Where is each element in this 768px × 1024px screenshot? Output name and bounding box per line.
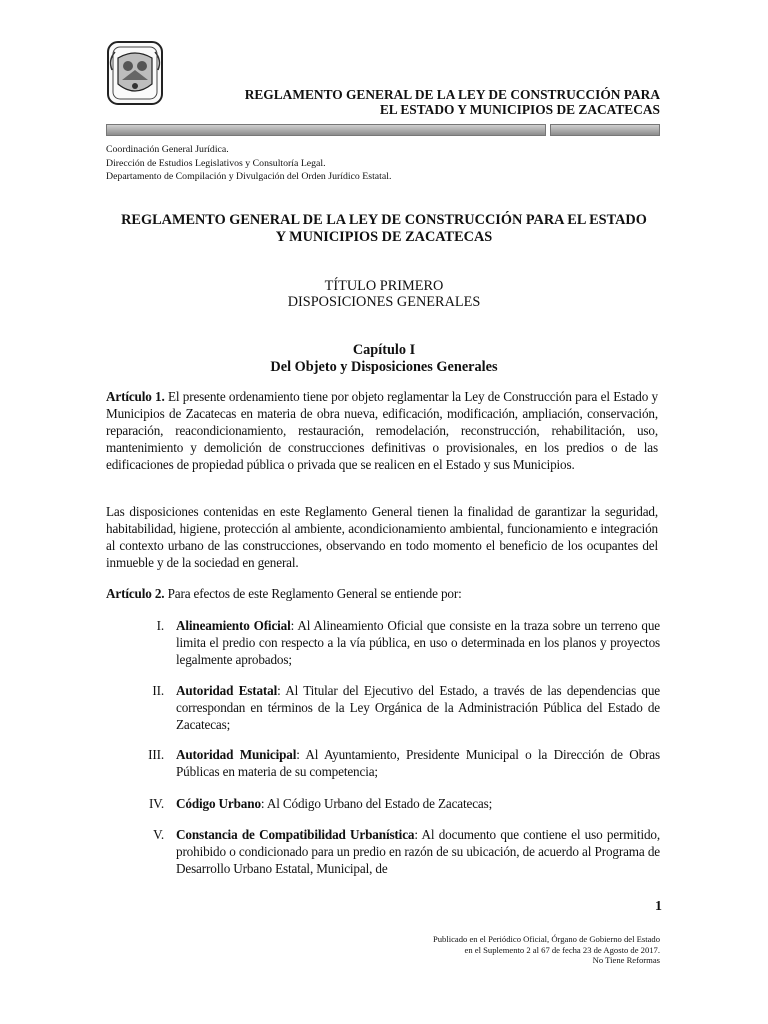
definition-term: Constancia de Compatibilidad Urbanística xyxy=(176,827,415,842)
document-title-line1: REGLAMENTO GENERAL DE LA LEY DE CONSTRUCCIÓN PARA EL ESTADO xyxy=(121,212,647,228)
definition-number: I. xyxy=(156,618,164,633)
document-title xyxy=(106,212,662,246)
chapter-heading xyxy=(106,342,662,376)
article-1 xyxy=(106,388,658,473)
state-seal-icon xyxy=(106,40,164,106)
header-title xyxy=(180,87,660,117)
definition-term: Alineamiento Oficial xyxy=(176,618,291,633)
footer-line1: Publicado en el Periódico Oficial, Órgano de Gobierno del Estado xyxy=(432,934,660,944)
meta-line: Coordinación General Jurídica. xyxy=(106,144,229,155)
definition-text: : Al Titular del Ejecutivo del Estado, a través de las dependencias que correspondan en términos de la Ley Orgánica de la Administración Pública del Estado de Zacatecas; xyxy=(176,683,660,732)
definition-term: Autoridad Municipal xyxy=(176,747,297,762)
definition-number: II. xyxy=(152,683,164,698)
definition-text: : Al Alineamiento Oficial que consiste en la traza sobre un terreno que limita el predio con respecto a la vía pública, en uso o determinada en los planos y proyectos legalmente aprobados; xyxy=(176,618,660,667)
definition-text: : Al Código Urbano del Estado de Zacatecas; xyxy=(260,796,493,811)
title-heading-line2: DISPOSICIONES GENERALES xyxy=(287,294,481,310)
article-1-paragraph-2: Las disposiciones contenidas en este Reglamento General tienen la finalidad de garantizar la seguridad, habitabilidad, higiene, protección al ambiente, acondicionamiento ambiental, funcionamiento e integración al contexto urbano de las construcciones, observando en todo momento el beneficio de los ocupantes del inmueble y de la sociedad en general. xyxy=(106,504,658,570)
article-1-text: El presente ordenamiento tiene por objeto reglamentar la Ley de Construcción para el Estado y Municipios de Zacatecas en materia de obra nueva, edificación, modificación, ampliación, conservación, reparación, reacondicionamiento, restauración, remodelación, reconstrucción, rehabilitación, uso, mantenimiento y demolición de construcciones definitivas o provisionales, en los predios o de las edificaciones de propiedad pública o privada que se realicen en el Estado y sus Municipios. xyxy=(106,389,658,472)
meta-line: Dirección de Estudios Legislativos y Consultoría Legal. xyxy=(106,157,326,169)
definition-term: Autoridad Estatal xyxy=(176,683,278,698)
header-title-line2: EL ESTADO Y MUNICIPIOS DE ZACATECAS xyxy=(379,102,660,117)
definition-number: IV. xyxy=(148,796,164,811)
chapter-heading-line1: Capítulo I xyxy=(352,342,416,358)
article-2 xyxy=(106,585,658,602)
article-1-label: Artículo 1. xyxy=(106,389,165,404)
chapter-heading-line2: Del Objeto y Disposiciones Generales xyxy=(270,359,498,375)
header-divider-bar-short xyxy=(550,124,660,136)
footer-line3: No Tiene Reformas xyxy=(592,955,660,966)
header-divider-bar xyxy=(106,124,546,136)
definition-number: V. xyxy=(153,827,164,842)
definition-number: III. xyxy=(148,747,164,762)
title-heading-line1: TÍTULO PRIMERO xyxy=(324,278,444,294)
article-2-label: Artículo 2. xyxy=(106,586,165,601)
publication-footer xyxy=(340,934,660,966)
document-title-line2: Y MUNICIPIOS DE ZACATECAS xyxy=(275,229,493,245)
issuing-offices xyxy=(106,143,391,184)
footer-line2: en el Suplemento 2 al 67 de fecha 23 de Agosto de 2017. xyxy=(464,944,660,955)
title-heading xyxy=(106,278,662,310)
definition-text: : Al documento que contiene el uso permitido, prohibido o condicionado para un predio en razón de su ubicación, de acuerdo al Programa de Desarrollo Urbano Estatal, Municipal, de xyxy=(176,827,660,876)
meta-line: Departamento de Compilación y Divulgación del Orden Jurídico Estatal. xyxy=(106,171,392,183)
page-number: 1 xyxy=(655,899,662,914)
definition-text: : Al Ayuntamiento, Presidente Municipal o la Dirección de Obras Públicas en materia de su competencia; xyxy=(176,747,660,779)
article-2-text: Para efectos de este Reglamento General se entiende por: xyxy=(164,586,462,601)
header-title-line1: REGLAMENTO GENERAL DE LA LEY DE CONSTRUCCIÓN PARA xyxy=(244,87,660,102)
definition-term: Código Urbano xyxy=(176,796,261,811)
